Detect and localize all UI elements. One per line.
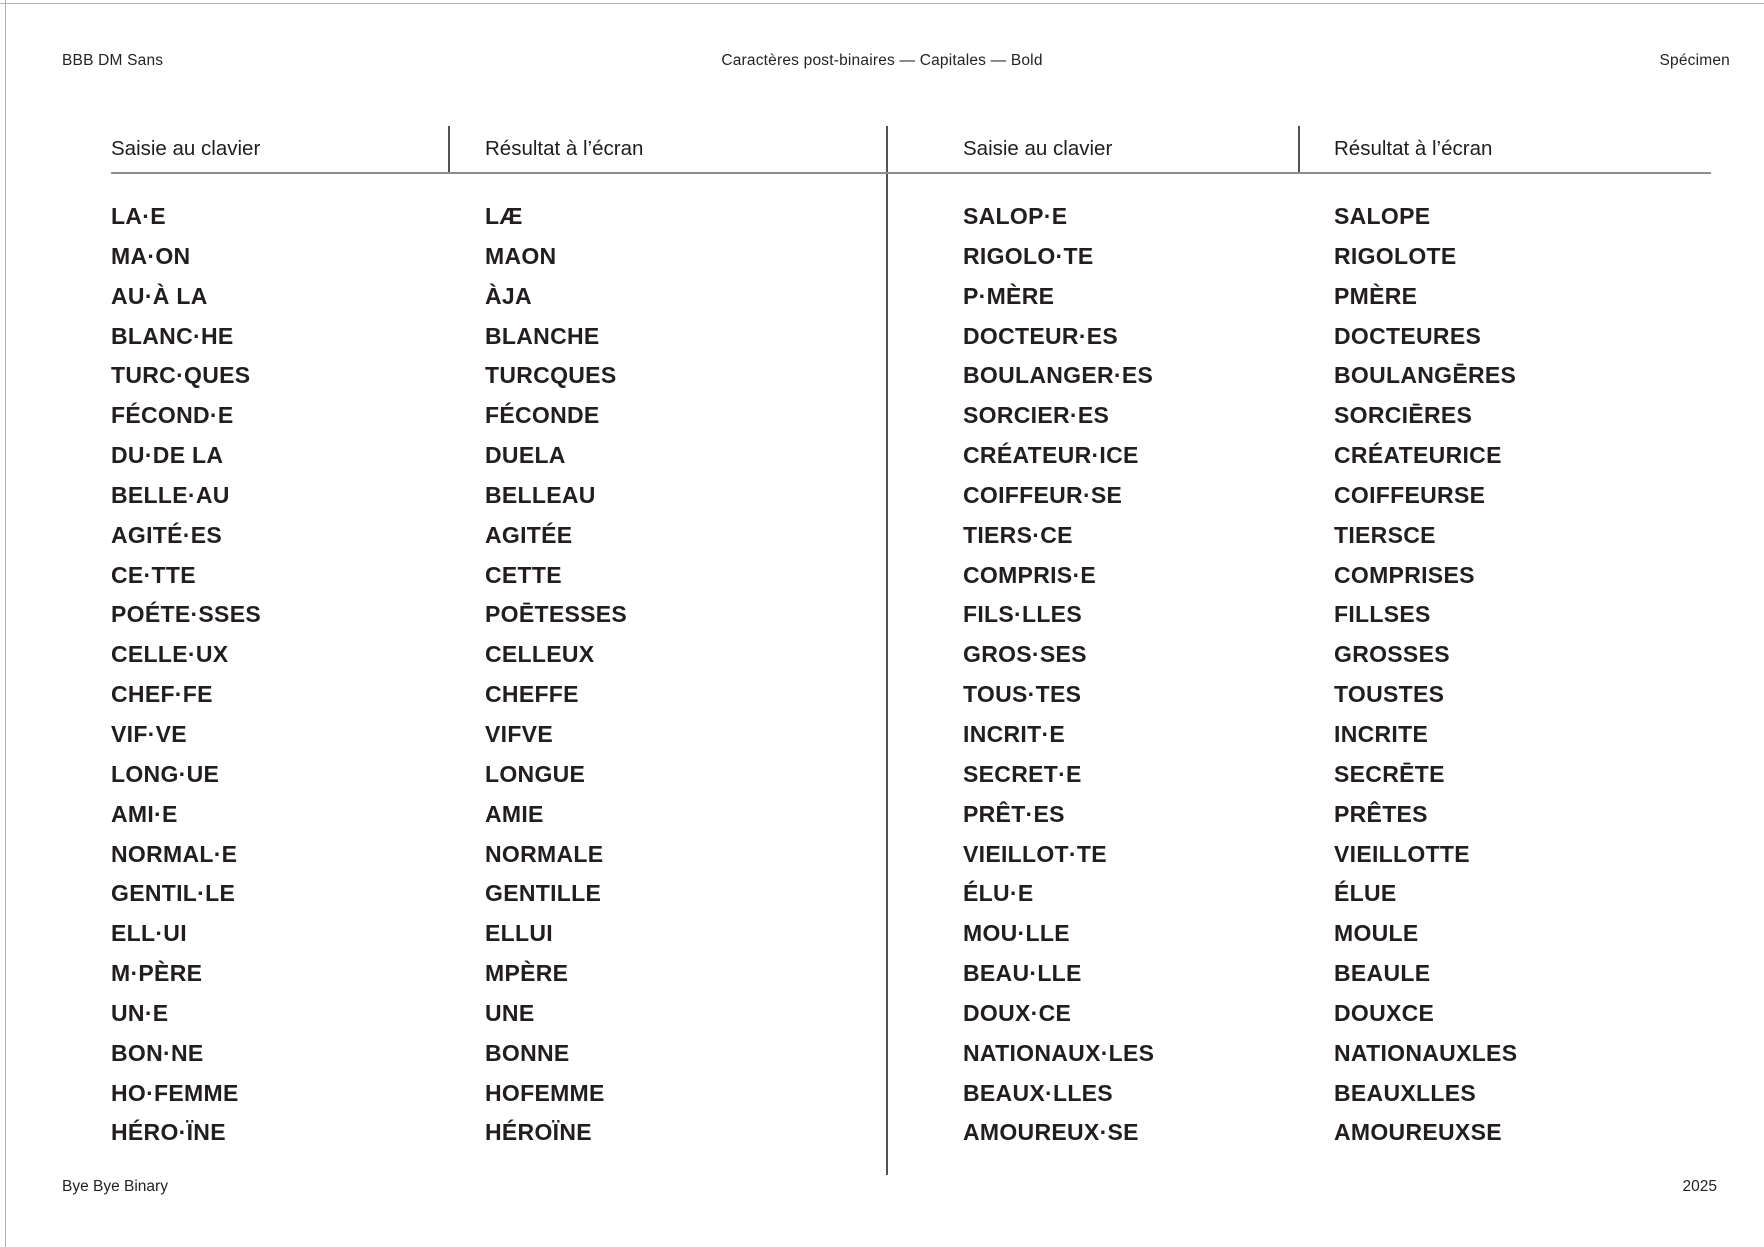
table-row-result: BELLEAU [485,481,596,508]
table-row-result: PMÈRE [1334,282,1418,309]
table-row-result: POĒTESSES [485,601,628,628]
center-divider [886,126,888,1175]
header-divider-left [448,126,450,173]
column-header-saisie-left: Saisie au clavier [111,137,261,160]
table-row-result: MOULE [1334,920,1419,947]
table-row-input: MA·ON [111,242,191,269]
table-row-input: TURC·QUES [111,362,251,389]
table-row-result: DOUXCE [1334,999,1435,1026]
table-row-result: VIEILLOTTE [1334,840,1470,867]
table-row-input: AMOUREUX·SE [963,1119,1139,1146]
table-row-result: COIFFEURSE [1334,481,1486,508]
table-row-input: LONG·UE [111,760,220,787]
table-row-input: TOUS·TES [963,681,1082,708]
table-row-result: ÉLUE [1334,880,1397,907]
table-row-input: FÉCOND·E [111,402,234,429]
table-row-input: SECRET·E [963,760,1082,787]
table-row-input: GROS·SES [963,641,1087,668]
table-row-result: LONGUE [485,760,586,787]
table-row-result: BOULANGĒRES [1334,362,1517,389]
table-row-input: DU·DE LA [111,442,224,469]
column-header-resultat-left: Résultat à l’écran [485,137,644,160]
column-input-left [111,197,261,1153]
font-name-label: BBB DM Sans [62,52,164,69]
table-row-result: HOFEMME [485,1079,605,1106]
page-edge-top [0,3,1764,4]
table-row-input: INCRIT·E [963,720,1066,747]
doc-title: Caractères post-binaires — Capitales — Bold [721,52,1043,69]
table-row-input: FILS·LLES [963,601,1082,628]
table-row-result: CRÉATEURICE [1334,442,1502,469]
footer-credit: Bye Bye Binary [62,1178,168,1195]
table-row-result: BEAUXLLES [1334,1079,1476,1106]
table-row-input: CE·TTE [111,561,196,588]
table-row-input: COMPRIS·E [963,561,1097,588]
table-row-input: SALOP·E [963,203,1068,229]
table-row-input: BOULANGER·ES [963,362,1154,389]
table-row-result: AMIE [485,800,544,827]
table-row-input: ÉLU·E [963,880,1034,907]
table-row-input: NATIONAUX·LES [963,1039,1155,1066]
column-result-left [485,197,627,1153]
table-row-input: DOCTEUR·ES [963,322,1119,349]
table-row-input: MOU·LLE [963,920,1070,947]
table-row-input: P·MÈRE [963,282,1055,309]
table-row-result: NORMALE [485,840,604,867]
table-row-input: UN·E [111,999,169,1026]
table-row-result: BONNE [485,1039,570,1066]
column-header-resultat-right: Résultat à l’écran [1334,137,1493,160]
table-row-result: SORCIĒRES [1334,402,1473,429]
table-row-input: BEAUX·LLES [963,1079,1113,1106]
column-result-right [1334,197,1517,1153]
table-row-result: RIGOLOTE [1334,242,1457,269]
table-row-result: AGITÉE [485,521,573,548]
table-row-result: UNE [485,999,535,1026]
header-rule [111,172,1711,174]
table-row-input: M·PÈRE [111,960,203,987]
footer-year: 2025 [1682,1178,1717,1195]
table-row-result: VIFVE [485,720,553,747]
table-row-result: MPÈRE [485,960,569,987]
table-row-input: VIEILLOT·TE [963,840,1107,867]
table-row-input: NORMAL·E [111,840,238,867]
table-row-result: FÉCONDE [485,402,600,429]
table-row-input: RIGOLO·TE [963,242,1094,269]
table-row-result: SECRĒTE [1334,760,1445,787]
table-row-result: TOUSTES [1334,681,1445,708]
table-row-input: AGITÉ·ES [111,521,223,548]
table-row-input: AMI·E [111,800,178,827]
table-row-result: INCRITE [1334,720,1429,747]
table-row-result: SALOPE [1334,203,1431,229]
table-row-result: GENTILLE [485,880,602,907]
table-row-input: LA·E [111,203,166,229]
table-row-input: SORCIER·ES [963,402,1110,429]
table-row-input: AU·À LA [111,282,208,309]
table-row-result: HÉROÏNE [485,1119,592,1146]
table-row-result: COMPRISES [1334,561,1475,588]
table-row-result: CHEFFE [485,681,579,708]
table-row-result: ÀJA [485,282,532,309]
table-row-input: COIFFEUR·SE [963,481,1123,508]
table-row-result: ELLUI [485,920,553,947]
table-row-input: VIF·VE [111,720,187,747]
table-row-input: HÉRO·ÏNE [111,1119,226,1146]
table-row-result: LÆ [485,203,523,229]
table-row-result: TIERSCE [1334,521,1436,548]
table-row-result: TURCQUES [485,362,617,389]
header-divider-right [1298,126,1300,173]
table-row-input: CHEF·FE [111,681,213,708]
table-row-input: HO·FEMME [111,1079,239,1106]
table-row-input: BEAU·LLE [963,960,1082,987]
table-row-result: DUELA [485,442,566,469]
table-row-input: CRÉATEUR·ICE [963,442,1139,469]
table-row-input: PRÊT·ES [963,800,1065,827]
table-row-result: CELLEUX [485,641,595,668]
table-row-input: BELLE·AU [111,481,230,508]
table-row-input: BLANC·HE [111,322,234,349]
table-row-input: TIERS·CE [963,521,1073,548]
table-row-input: GENTIL·LE [111,880,236,907]
column-header-saisie-right: Saisie au clavier [963,137,1113,160]
table-row-result: NATIONAUXLES [1334,1039,1518,1066]
table-row-result: GROSSES [1334,641,1450,668]
column-input-right [963,197,1154,1153]
table-row-result: MAON [485,242,557,269]
table-row-input: DOUX·CE [963,999,1072,1026]
table-row-input: ELL·UI [111,920,187,947]
table-row-result: AMOUREUXSE [1334,1119,1502,1146]
table-row-result: BLANCHE [485,322,600,349]
table-row-result: BEAULE [1334,960,1431,987]
table-row-result: FILLSES [1334,601,1431,628]
page-edge-left [5,0,6,1247]
table-row-input: POÉTE·SSES [111,601,261,628]
specimen-label: Spécimen [1659,52,1730,69]
table-row-input: BON·NE [111,1039,204,1066]
table-row-result: CETTE [485,561,562,588]
table-row-input: CELLE·UX [111,641,229,668]
table-row-result: DOCTEURES [1334,322,1482,349]
table-row-result: PRÊTES [1334,800,1428,827]
